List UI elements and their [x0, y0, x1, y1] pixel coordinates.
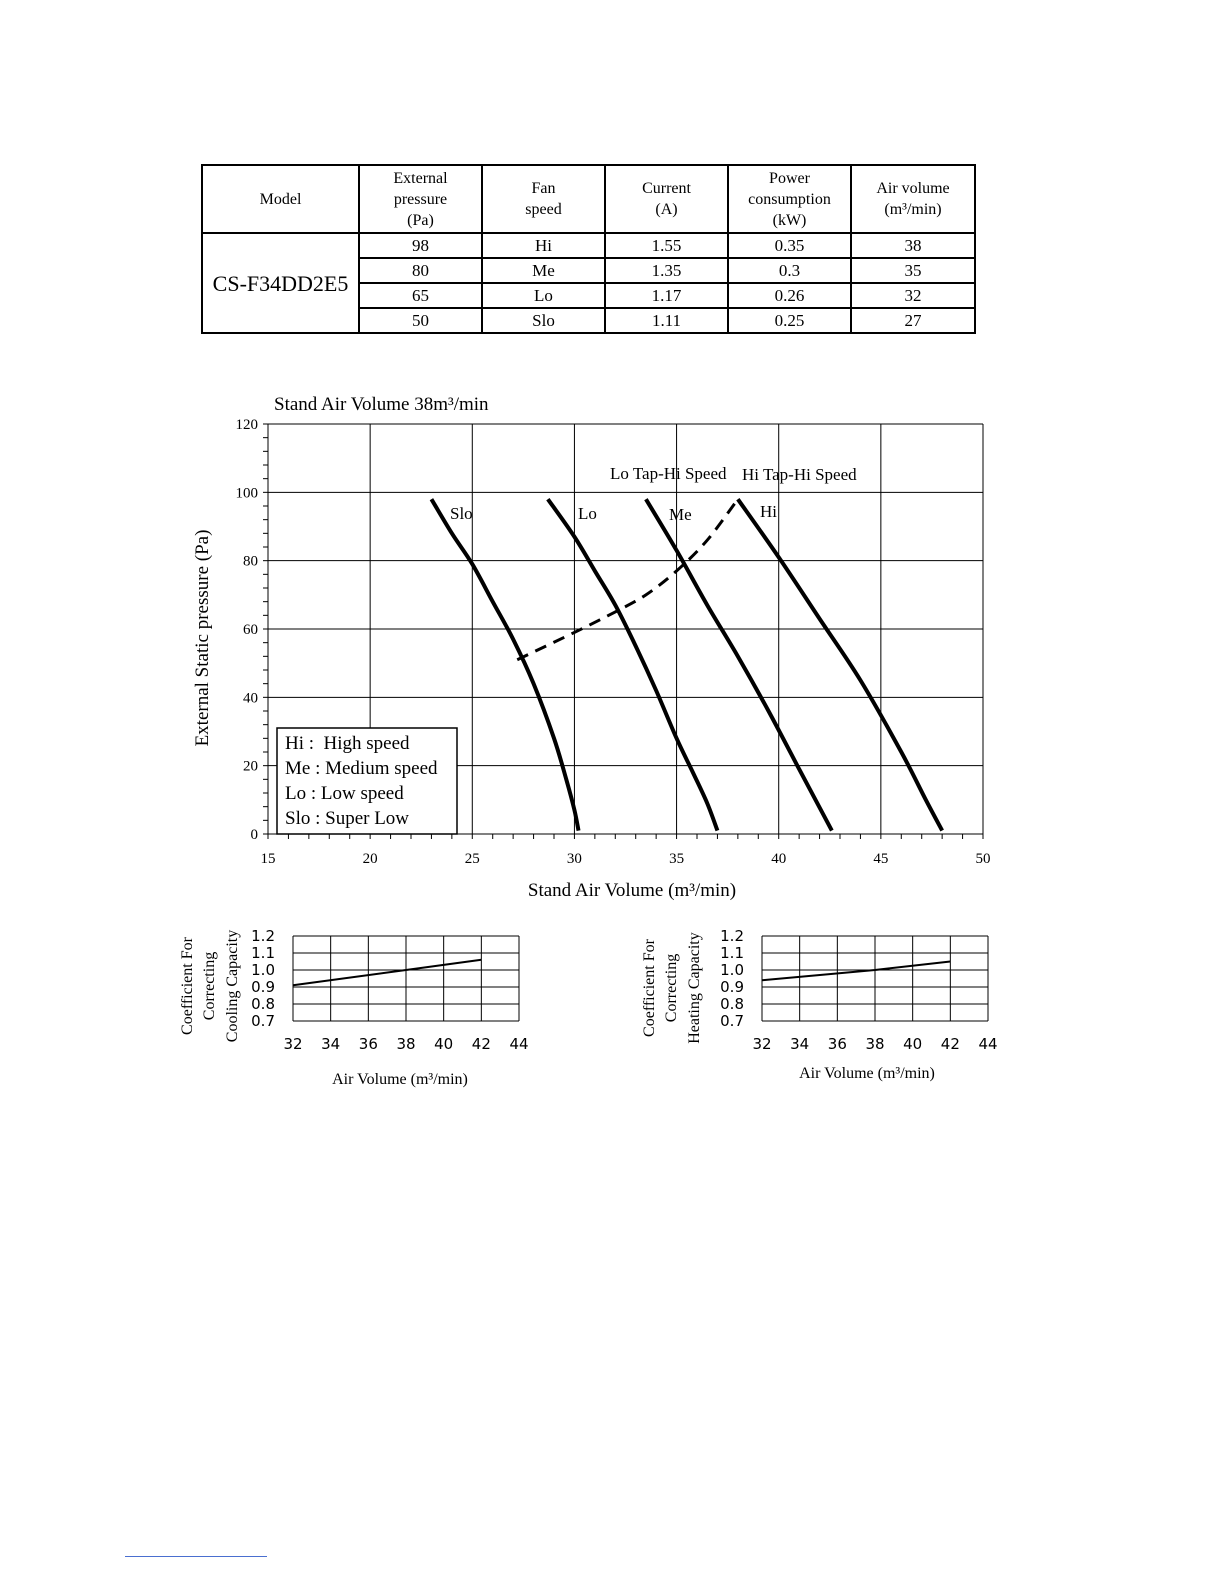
pressure-cell: 98	[359, 233, 482, 258]
footnote-separator	[125, 1556, 267, 1557]
fan-speed-cell: Hi	[482, 233, 605, 258]
x-tick-label: 44	[978, 1035, 998, 1053]
y-tick-label: 1.1	[251, 944, 275, 962]
header-air-volume: Air volume (m³/min)	[851, 165, 975, 233]
x-axis-label: Air Volume (m³/min)	[332, 1071, 468, 1088]
series-label-slo: Slo	[450, 504, 473, 523]
y-tick-label: 0.7	[251, 1012, 275, 1030]
y-axis-label-line: Coefficient For	[179, 937, 196, 1035]
legend-entry-me: Me : Medium speed	[285, 758, 438, 779]
x-tick-label: 40	[903, 1035, 923, 1053]
y-tick-label: 80	[243, 553, 258, 570]
y-tick-label: 1.0	[251, 961, 275, 979]
x-tick-label: 25	[464, 851, 480, 867]
y-tick-label: 1.2	[251, 927, 275, 945]
chart-series	[762, 962, 950, 981]
x-tick-label: 40	[434, 1035, 454, 1053]
y-tick-label: 0.7	[720, 1012, 744, 1030]
power-cell: 0.3	[728, 258, 851, 283]
annotation-lo-tap-hi-speed: Lo Tap-Hi Speed	[610, 464, 727, 483]
y-axis-label-line: Correcting	[201, 951, 218, 1021]
x-tick-label: 34	[321, 1035, 341, 1053]
x-tick-label: 32	[283, 1035, 303, 1053]
annotation-hi-tap-hi-speed: Hi Tap-Hi Speed	[742, 465, 857, 484]
legend-entry-lo: Lo : Low speed	[285, 783, 404, 804]
air-volume-cell: 35	[851, 258, 975, 283]
x-tick-label: 35	[669, 851, 685, 867]
air-volume-cell: 38	[851, 233, 975, 258]
pressure-cell: 80	[359, 258, 482, 283]
y-tick-label: 20	[243, 758, 258, 775]
pressure-cell: 50	[359, 308, 482, 333]
x-tick-label: 42	[940, 1035, 960, 1053]
x-tick-label: 50	[975, 851, 991, 867]
x-tick-label: 38	[865, 1035, 885, 1053]
x-axis-label: Stand Air Volume (m³/min)	[527, 880, 737, 901]
y-axis-label-line: Heating Capacity	[686, 932, 703, 1044]
y-axis-label-line: Coefficient For	[641, 939, 658, 1037]
y-tick-label: 0.8	[251, 995, 275, 1013]
current-cell: 1.35	[605, 258, 728, 283]
x-tick-label: 20	[362, 851, 378, 867]
header-fan-speed: Fan speed	[482, 165, 605, 233]
x-tick-label: 30	[566, 851, 582, 867]
air-volume-cell: 27	[851, 308, 975, 333]
fan-speed-cell: Slo	[482, 308, 605, 333]
pressure-cell: 65	[359, 283, 482, 308]
power-cell: 0.26	[728, 283, 851, 308]
x-tick-label: 32	[752, 1035, 772, 1053]
y-tick-label: 120	[235, 417, 258, 433]
y-tick-label: 100	[235, 485, 258, 502]
legend-entry-hi: Hi : High speed	[285, 733, 410, 754]
x-tick-label: 40	[771, 851, 787, 867]
y-tick-label: 0	[250, 827, 258, 843]
fan-speed-cell: Lo	[482, 283, 605, 308]
series-label-me: Me	[669, 505, 692, 524]
header-current: Current (A)	[605, 165, 728, 233]
y-axis-label-line: Cooling Capacity	[224, 929, 241, 1043]
x-tick-label: 34	[790, 1035, 810, 1053]
y-tick-label: 1.0	[720, 961, 744, 979]
y-tick-label: 1.1	[720, 944, 744, 962]
x-tick-label: 36	[827, 1035, 847, 1053]
current-cell: 1.55	[605, 233, 728, 258]
power-cell: 0.35	[728, 233, 851, 258]
header-external-pressure: External pressure (Pa)	[359, 165, 482, 233]
x-tick-label: 45	[873, 851, 889, 867]
current-cell: 1.17	[605, 283, 728, 308]
model-cell: CS-F34DD2E5	[202, 233, 359, 333]
header-power-consumption: Power consumption (kW)	[728, 165, 851, 233]
x-tick-label: 36	[358, 1035, 378, 1053]
chart-title: Stand Air Volume 38m³/min	[274, 394, 489, 415]
y-tick-label: 40	[243, 690, 258, 707]
chart-grid	[762, 936, 988, 1021]
current-cell: 1.11	[605, 308, 728, 333]
y-tick-label: 0.8	[720, 995, 744, 1013]
y-axis-label: External Static pressure (Pa)	[192, 529, 213, 747]
header-model: Model	[202, 165, 359, 233]
power-cell: 0.25	[728, 308, 851, 333]
legend-entry-slo: Slo : Super Low	[285, 808, 410, 829]
air-volume-cell: 32	[851, 283, 975, 308]
x-axis-label: Air Volume (m³/min)	[799, 1065, 935, 1082]
x-tick-label: 42	[471, 1035, 491, 1053]
fan-speed-cell: Me	[482, 258, 605, 283]
x-tick-label: 38	[396, 1035, 416, 1053]
series-label-lo: Lo	[578, 504, 597, 523]
y-tick-label: 1.2	[720, 927, 744, 945]
x-tick-label: 44	[509, 1035, 529, 1053]
y-tick-label: 60	[243, 622, 258, 638]
x-tick-label: 15	[260, 851, 276, 867]
y-axis-label-line: Correcting	[663, 953, 680, 1023]
y-tick-label: 0.9	[251, 978, 275, 996]
series-line	[762, 962, 950, 981]
series-label-hi: Hi	[760, 502, 777, 521]
y-tick-label: 0.9	[720, 978, 744, 996]
